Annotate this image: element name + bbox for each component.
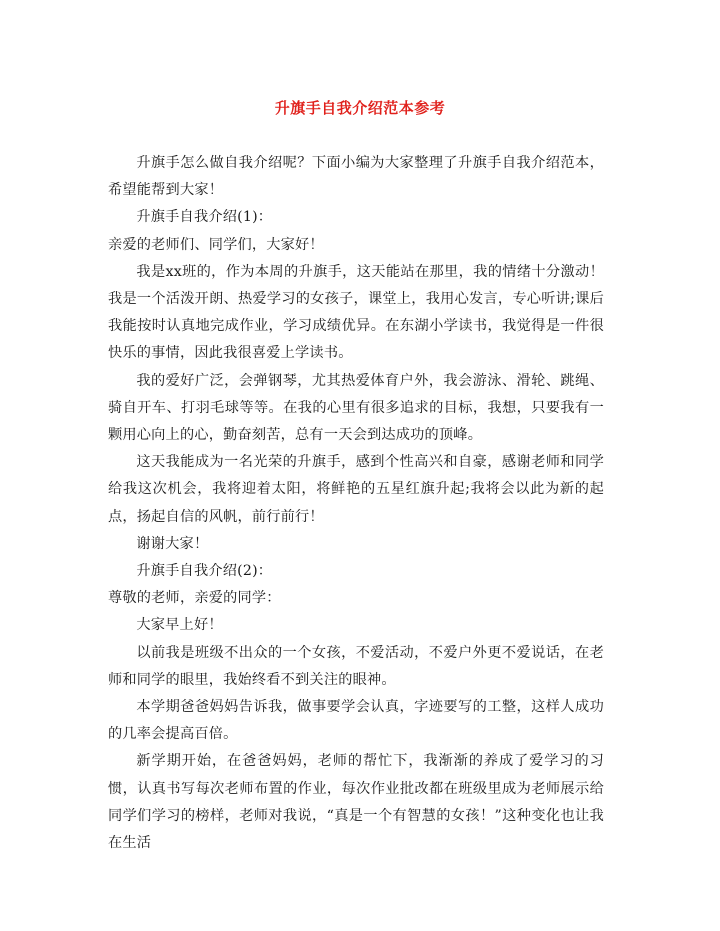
paragraph: 以前我是班级不出众的一个女孩，不爱活动，不爱户外更不爱说话，在老师和同学的眼里，我始终看不到关注的眼神。: [108, 644, 604, 688]
paragraph: 新学期开始，在爸爸妈妈，老师的帮忙下，我渐渐的养成了爱学习的习惯，认真书写每次老师布置的作业，每次作业批改都在班级里成为老师展示给同学们学习的榜样，老师对我说，“真是一个有智慧的女孩！”这种变化也让我在生活: [108, 753, 604, 852]
salutation: 亲爱的老师们、同学们，大家好！: [108, 236, 324, 253]
paragraph: 这天我能成为一名光荣的升旗手，感到个性高兴和自豪，感谢老师和同学给我这次机会，我将迎着太阳，将鲜艳的五星红旗升起;我将会以此为新的起点，扬起自信的风帆，前行前行！: [108, 454, 604, 525]
paragraph: 我的爱好广泛，会弹钢琴，尤其热爱体育户外，我会游泳、滑轮、跳绳、骑自开车、打羽毛球等等。在我的心里有很多追求的目标，我想，只要我有一颗用心向上的心，勤奋刻苦，总有一天会到达成功的顶峰。: [108, 372, 604, 444]
document-title: 升旗手自我介绍范本参考: [274, 99, 446, 117]
document-body: [108, 150, 604, 857]
paragraph: 我是xx班的，作为本周的升旗手，这天能站在那里，我的情绪十分激动！我是一个活泼开朗、热爱学习的女孩子，课堂上，我用心发言，专心听讲;课后我能按时认真地完成作业，学习成绩优异。在东湖小学读书，我觉得是一件很快乐的事情，因此我很喜爱上学读书。: [108, 263, 604, 362]
closing-line: 谢谢大家！: [136, 535, 209, 552]
greeting-line: 大家早上好！: [136, 617, 223, 634]
section-heading: 升旗手自我介绍(2)：: [136, 563, 273, 580]
section-heading: 升旗手自我介绍(1)：: [136, 209, 273, 226]
paragraph: 升旗手怎么做自我介绍呢？下面小编为大家整理了升旗手自我介绍范本，希望能帮到大家！: [108, 155, 604, 199]
salutation: 尊敬的老师，亲爱的同学：: [108, 590, 281, 607]
paragraph: 本学期爸爸妈妈告诉我，做事要学会认真，字迹要写的工整，这样人成功的几率会提高百倍。: [108, 699, 604, 743]
